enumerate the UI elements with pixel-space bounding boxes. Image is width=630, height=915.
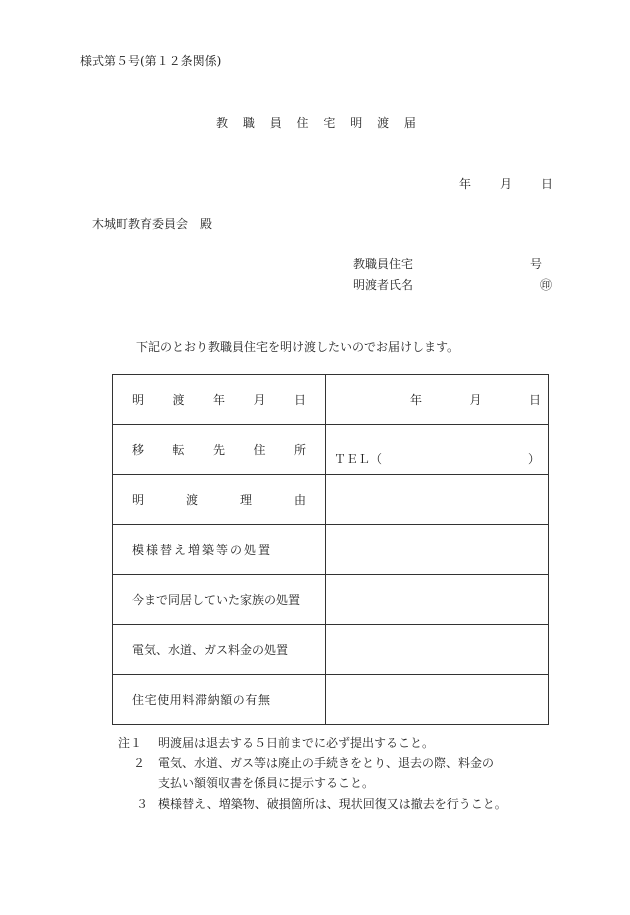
label-char: 日 <box>293 393 306 407</box>
label-char: 先 <box>212 443 225 457</box>
label-char: 住 <box>253 443 266 457</box>
title-char: 明 <box>350 116 363 130</box>
new-address-field[interactable] <box>326 425 549 475</box>
note-1-number: 注１ <box>118 736 143 750</box>
applicant-name-label: 明渡者氏名 <box>353 278 414 292</box>
note-2-number: ２ <box>133 756 146 770</box>
housing-number-suffix: 号 <box>530 257 543 271</box>
table-row <box>113 525 549 575</box>
remodel-handling-field[interactable] <box>326 525 549 575</box>
row-label <box>113 475 326 525</box>
title-char: 住 <box>296 116 309 130</box>
note-1-text: 明渡届は退去する５日前までに必ず提出すること。 <box>158 736 435 750</box>
date-day: 日 <box>540 177 553 191</box>
date-month: 月 <box>499 177 512 191</box>
form-reference: 様式第５号(第１２条関係) <box>80 54 222 68</box>
title-char: 渡 <box>377 116 390 130</box>
vacate-date-field[interactable] <box>326 375 549 425</box>
table-row <box>113 575 549 625</box>
arrears-field[interactable] <box>326 675 549 725</box>
utility-fee-field[interactable] <box>326 625 549 675</box>
submission-date <box>459 175 553 192</box>
label-char: 由 <box>293 493 306 507</box>
reason-field[interactable] <box>326 475 549 525</box>
title-char: 届 <box>403 116 416 130</box>
table-row <box>113 625 549 675</box>
tel-open: ＴＥＬ（ <box>334 452 383 466</box>
label-char: 転 <box>172 443 185 457</box>
family-handling-field[interactable] <box>326 575 549 625</box>
row-label <box>113 375 326 425</box>
label-char: 明 <box>132 493 145 507</box>
note-2-text: 電気、水道、ガス等は廃止の手続きをとり、退去の際、料金の <box>158 756 495 770</box>
title-char: 職 <box>242 116 255 130</box>
label-char: 月 <box>253 393 266 407</box>
date-year: 年 <box>459 177 472 191</box>
table-row <box>113 375 549 425</box>
label-char: 年 <box>212 393 225 407</box>
label-text: 模様替え増築等の処置 <box>132 543 273 557</box>
label-text: 住宅使用料滞納額の有無 <box>132 693 271 707</box>
tel-close: ） <box>527 452 540 466</box>
row-label <box>113 625 326 675</box>
label-char: 理 <box>239 493 252 507</box>
title-char: 教 <box>216 116 229 130</box>
label-char: 所 <box>293 443 306 457</box>
label-char: 明 <box>132 393 145 407</box>
intro-text: 下記のとおり教職員住宅を明け渡したいのでお届けします。 <box>136 340 460 354</box>
table-row <box>113 475 549 525</box>
note-2-text-cont: 支払い額領収書を係員に提示すること。 <box>158 776 375 790</box>
housing-label: 教職員住宅 <box>353 257 414 271</box>
row-label <box>113 425 326 475</box>
row-label <box>113 575 326 625</box>
notice-table <box>112 374 549 725</box>
note-3-number: ３ <box>136 797 149 811</box>
label-char: 移 <box>132 443 145 457</box>
row-label <box>113 525 326 575</box>
label-char: 渡 <box>172 393 185 407</box>
field-day: 日 <box>528 393 541 407</box>
note-3-text: 模様替え、増築物、破損箇所は、現状回復又は撤去を行うこと。 <box>158 797 507 811</box>
seal-mark: ㊞ <box>540 278 553 292</box>
page-title <box>216 114 416 131</box>
table-row <box>113 675 549 725</box>
row-label <box>113 675 326 725</box>
label-text: 今まで同居していた家族の処置 <box>132 593 301 607</box>
table-row <box>113 425 549 475</box>
addressee: 木城町教育委員会 殿 <box>92 217 213 231</box>
field-year: 年 <box>410 393 423 407</box>
title-char: 員 <box>269 116 282 130</box>
title-char: 宅 <box>323 116 336 130</box>
label-text: 電気、水道、ガス料金の処置 <box>132 643 289 657</box>
label-char: 渡 <box>185 493 198 507</box>
field-month: 月 <box>469 393 482 407</box>
